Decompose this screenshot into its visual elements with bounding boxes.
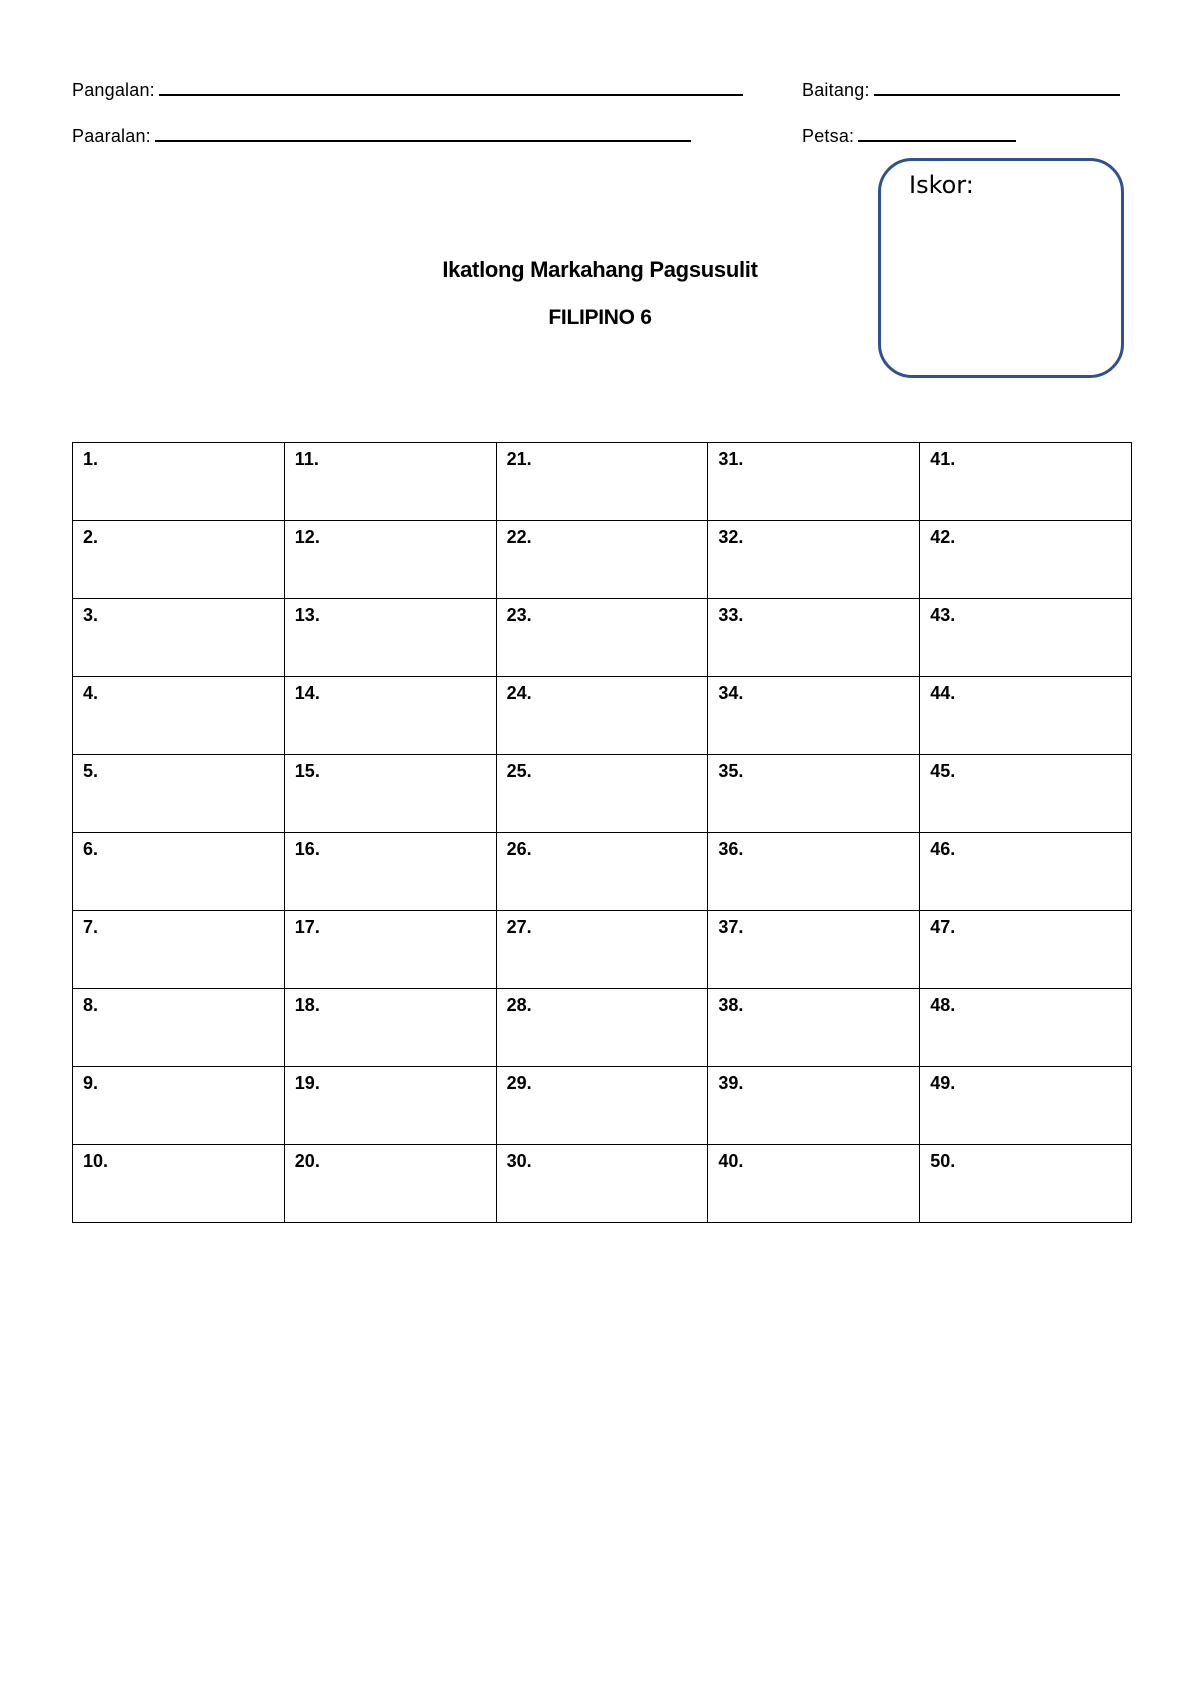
table-row — [73, 677, 1132, 755]
answer-cell[interactable]: 40. — [708, 1145, 920, 1223]
school-label: Paaralan: — [72, 126, 151, 146]
answer-cell[interactable]: 12. — [284, 521, 496, 599]
score-label: Iskor: — [909, 171, 974, 199]
answer-cell[interactable]: 41. — [920, 443, 1132, 521]
answer-cell[interactable]: 19. — [284, 1067, 496, 1145]
answer-cell[interactable]: 35. — [708, 755, 920, 833]
date-blank-line[interactable] — [858, 124, 1016, 142]
exam-subject: FILIPINO 6 — [548, 306, 652, 329]
answer-cell[interactable]: 24. — [496, 677, 708, 755]
answer-cell[interactable]: 28. — [496, 989, 708, 1067]
school-field[interactable] — [72, 124, 691, 147]
answer-cell[interactable]: 17. — [284, 911, 496, 989]
exam-title: Ikatlong Markahang Pagsusulit — [442, 257, 758, 282]
answer-cell[interactable]: 38. — [708, 989, 920, 1067]
answer-cell[interactable]: 20. — [284, 1145, 496, 1223]
answer-cell[interactable]: 21. — [496, 443, 708, 521]
answer-cell[interactable]: 22. — [496, 521, 708, 599]
answer-cell[interactable]: 47. — [920, 911, 1132, 989]
date-field[interactable] — [802, 124, 1016, 147]
answer-cell[interactable]: 14. — [284, 677, 496, 755]
answer-cell[interactable]: 10. — [73, 1145, 285, 1223]
table-row — [73, 989, 1132, 1067]
answer-cell[interactable]: 3. — [73, 599, 285, 677]
table-row — [73, 599, 1132, 677]
name-blank-line[interactable] — [159, 78, 743, 96]
answer-cell[interactable]: 1. — [73, 443, 285, 521]
answer-cell[interactable]: 34. — [708, 677, 920, 755]
answer-cell[interactable]: 39. — [708, 1067, 920, 1145]
answer-cell[interactable]: 4. — [73, 677, 285, 755]
grade-label: Baitang: — [802, 80, 870, 100]
school-blank-line[interactable] — [155, 124, 691, 142]
table-row — [73, 755, 1132, 833]
answer-cell[interactable]: 25. — [496, 755, 708, 833]
name-field[interactable] — [72, 78, 743, 101]
grade-field[interactable] — [802, 78, 1120, 101]
answer-cell[interactable]: 42. — [920, 521, 1132, 599]
answer-cell[interactable]: 30. — [496, 1145, 708, 1223]
answer-cell[interactable]: 46. — [920, 833, 1132, 911]
answer-cell[interactable]: 36. — [708, 833, 920, 911]
table-row — [73, 443, 1132, 521]
answer-cell[interactable]: 15. — [284, 755, 496, 833]
answer-cell[interactable]: 45. — [920, 755, 1132, 833]
answer-cell[interactable]: 32. — [708, 521, 920, 599]
answer-cell[interactable]: 37. — [708, 911, 920, 989]
answer-cell[interactable]: 8. — [73, 989, 285, 1067]
answer-cell[interactable]: 26. — [496, 833, 708, 911]
table-row — [73, 1145, 1132, 1223]
answer-cell[interactable]: 29. — [496, 1067, 708, 1145]
answer-grid — [72, 442, 1132, 1223]
grade-blank-line[interactable] — [874, 78, 1120, 96]
answer-cell[interactable]: 16. — [284, 833, 496, 911]
answer-cell[interactable]: 9. — [73, 1067, 285, 1145]
answer-cell[interactable]: 7. — [73, 911, 285, 989]
table-row — [73, 833, 1132, 911]
date-label: Petsa: — [802, 126, 855, 146]
name-label: Pangalan: — [72, 80, 155, 100]
answer-cell[interactable]: 27. — [496, 911, 708, 989]
answer-cell[interactable]: 23. — [496, 599, 708, 677]
answer-cell[interactable]: 33. — [708, 599, 920, 677]
table-row — [73, 1067, 1132, 1145]
answer-cell[interactable]: 49. — [920, 1067, 1132, 1145]
answer-cell[interactable]: 44. — [920, 677, 1132, 755]
answer-cell[interactable]: 48. — [920, 989, 1132, 1067]
answer-cell[interactable]: 6. — [73, 833, 285, 911]
answer-cell[interactable]: 5. — [73, 755, 285, 833]
answer-cell[interactable]: 13. — [284, 599, 496, 677]
answer-cell[interactable]: 11. — [284, 443, 496, 521]
answer-cell[interactable]: 43. — [920, 599, 1132, 677]
answer-cell[interactable]: 18. — [284, 989, 496, 1067]
answer-cell[interactable]: 2. — [73, 521, 285, 599]
answer-cell[interactable]: 50. — [920, 1145, 1132, 1223]
table-row — [73, 521, 1132, 599]
table-row — [73, 911, 1132, 989]
answer-cell[interactable]: 31. — [708, 443, 920, 521]
